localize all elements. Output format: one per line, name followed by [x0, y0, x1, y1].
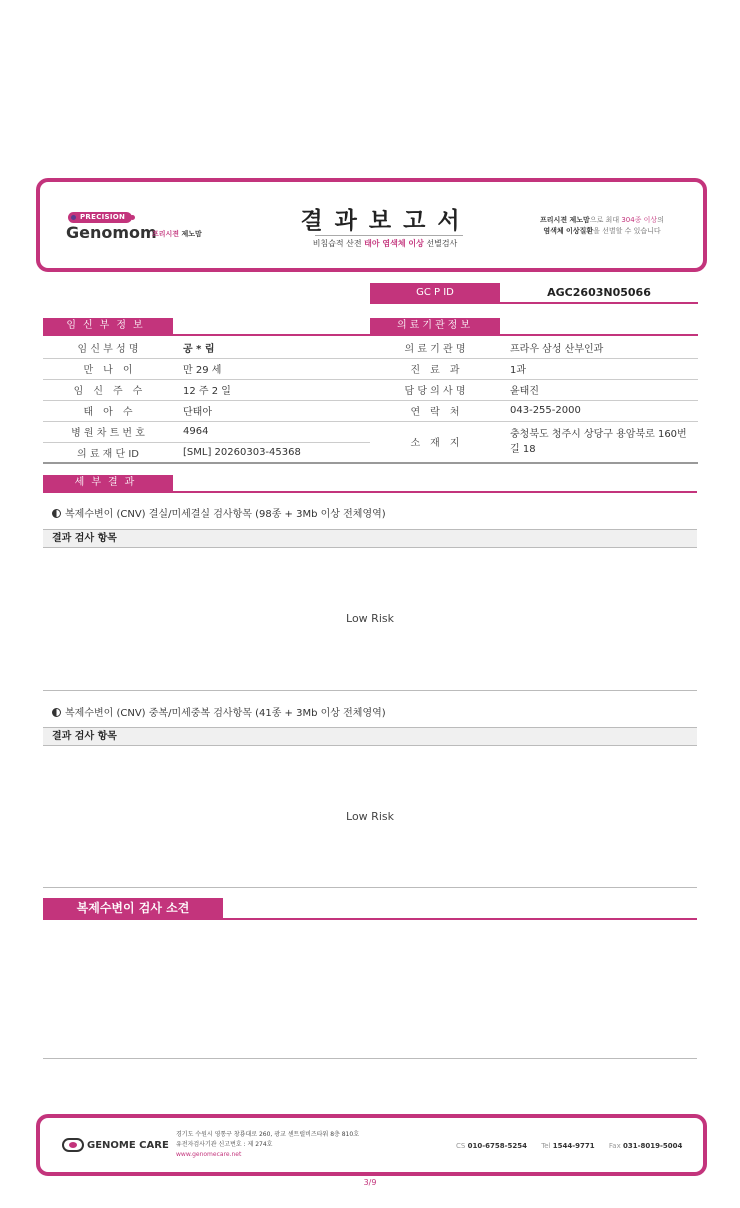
details-section-header: 세부결과	[43, 475, 697, 493]
divider	[43, 887, 697, 888]
report-header	[36, 178, 707, 272]
half-circle-icon	[52, 509, 61, 518]
table-row: 병 원 차 트 번 호 4964	[43, 421, 370, 442]
divider	[43, 690, 697, 691]
divider	[43, 1058, 697, 1059]
header-tagline: 프리시젼 제노맘으로 최대 304종 이상의 염색체 이상질환을 선별할 수 있습니다	[540, 216, 664, 235]
institution-section-header: 의료기관정보	[370, 318, 698, 336]
patient-section-header: 임신부정보	[43, 318, 370, 336]
gc-pid-label: GC P ID	[370, 283, 500, 302]
footer-address: 경기도 수원시 영통구 창룡대로 260, 광교 센트럴비즈타워 8층 810호 유전자검사기관 신고번호 : 제 274호 www.genomecare.net	[176, 1131, 359, 1158]
duplication-header: 결과 검사 항목	[43, 727, 697, 746]
report-subtitle: 비침습적 산전 태아 염색체 이상 선별검사	[312, 239, 458, 248]
deletion-header: 결과 검사 항목	[43, 529, 697, 548]
table-row: 의 료 기 관 명 프라우 삼성 산부인과	[370, 337, 698, 358]
table-row: 연 락 처 043-255-2000	[370, 400, 698, 421]
deletion-note: 복제수변이 (CNV) 결실/미세결실 검사항목 (98종 + 3Mb 이상 전체영역)	[52, 505, 386, 520]
table-row: 태 아 수 단태아	[43, 400, 370, 421]
half-circle-icon	[52, 708, 61, 717]
report-footer	[36, 1114, 707, 1176]
gc-pid-value: AGC2603N05066	[547, 286, 651, 299]
patient-table	[43, 337, 370, 464]
institution-table	[370, 337, 698, 464]
deletion-result: Low Risk	[346, 612, 394, 625]
gc-pid-bar	[370, 283, 698, 304]
title-divider	[315, 235, 463, 236]
genome-care-icon	[62, 1138, 84, 1152]
table-row: 만 나 이 만 29 세	[43, 358, 370, 379]
genome-care-logo: GENOME CARE	[62, 1138, 169, 1152]
duplication-result: Low Risk	[346, 810, 394, 823]
findings-section-header: 복제수변이 검사 소견	[43, 898, 697, 920]
logo-subtitle: 프리시젼 제노맘	[152, 230, 202, 238]
page-number: 3/9	[363, 1178, 377, 1187]
table-row: 소 재 지 충청북도 청주시 상당구 용암북로 160번길 18	[370, 421, 698, 463]
website-link[interactable]: www.genomecare.net	[176, 1151, 242, 1158]
genomom-logo: Genomom	[66, 223, 157, 242]
table-row: 임 신 부 성 명 공 * 림	[43, 337, 370, 358]
footer-contact: CS 010-6758-5254 Tel 1544-9771 Fax 031-8019-5004	[456, 1142, 683, 1150]
precision-badge: PRECISION	[68, 212, 132, 223]
duplication-note: 복제수변이 (CNV) 중복/미세중복 검사항목 (41종 + 3Mb 이상 전체영역)	[52, 704, 386, 719]
table-row: 의 료 재 단 ID [SML] 20260303-45368	[43, 442, 370, 463]
report-title: 결과보고서	[300, 208, 472, 234]
table-row: 담 당 의 사 명 윤태진	[370, 379, 698, 400]
table-row: 진 료 과 1과	[370, 358, 698, 379]
table-row: 임 신 주 수 12 주 2 일	[43, 379, 370, 400]
